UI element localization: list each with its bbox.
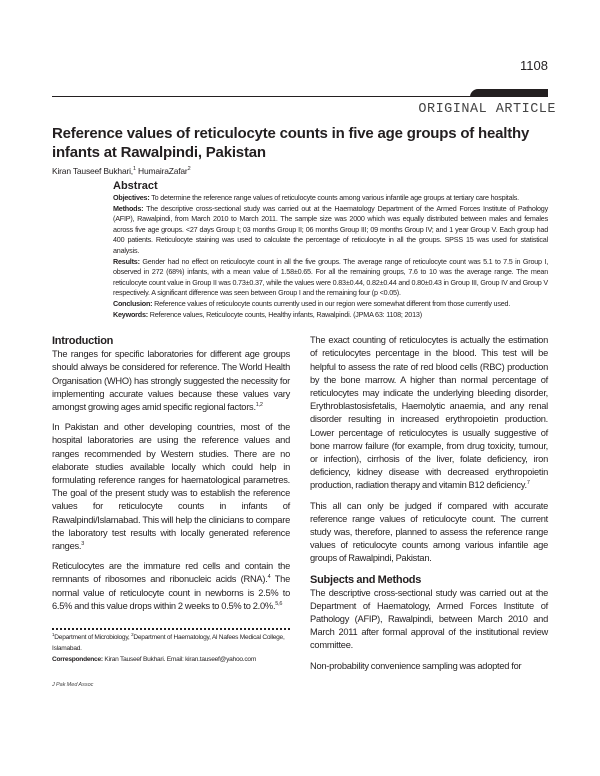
author-name: HumairaZafar: [138, 166, 188, 176]
text: Reference values of reticulocyte counts currently used in our region were somewhat different from those currently used.: [154, 298, 511, 308]
paragraph: [52, 560, 290, 613]
methods-heading: Subjects and Methods: [310, 573, 422, 586]
citation: 4: [267, 574, 271, 581]
paragraph: The descriptive cross-sectional study was carried out at the Department of Haematology, Armed Forces Institute of Pathology (AFIP), Rawalpindi, between March 2010 and March 2011 after formal approval of the institutional review committee.: [310, 587, 548, 651]
abstract-objectives: [113, 193, 548, 204]
label: Results:: [113, 256, 140, 266]
text: The descriptive cross-sectional study was carried out at the Haematology Department of the Armed Forces Institute of Pathology (AFIP), Rawalpindi, from March 2010 to March 2011. The sample size was 2000 which was equally distributed between males and females across five age groups. <27 days Group I; 03 months Group II; 06 months Group III; 09 months Group IV; and 1 year Group V. Each group had 400 patients. Reticulocyte staining was used to calculate the percentage of reticulocyte in all the groups. SPSS 15 was used for statistical analysis.: [113, 203, 548, 255]
citation: 1,2: [255, 401, 263, 408]
abstract-results: [113, 257, 548, 299]
affiliations: [52, 632, 290, 654]
text: The ranges for specific laboratories for different age groups should always be considered for reference. The World Health Organisation (WHO) has strongly suggested the necessity for implementing accurate values because these values vary amongst growing ages amid specific regional factors.: [52, 349, 290, 412]
abstract-conclusion: [113, 299, 548, 310]
header-rule: [52, 96, 548, 97]
text: The exact counting of reticulocytes is actually the estimation of reticulocytes percentage in the blood. This test will be helpful to assess the rate of red blood cells (RBC) production by the bone marrow. A higher than normal percentage of reticulocytes may indicate the underlying bleeding disorder, Erythroblastosisfetalis, Haemolytic anaemia, and any renal disorder resulting in increased erythropoietin production. Lower percentage of reticulocytes is usually suggestive of bone marrow failure (for example, from drug toxicity, tumour, or infection), cirrhosis of the liver, folate deficiency, iron deficiency, kidney disease with decreased erythropoietin production, radiation therapy and vitamin B12 deficiency.: [310, 335, 548, 491]
text: Kiran Tauseef Bukhari. Email: kiran.tauseef@yahoo.com: [102, 655, 257, 663]
abstract-heading: Abstract: [113, 180, 158, 192]
text: Gender had no effect on reticulocyte count in all the five groups. The average range of reticulocyte count was 5.1 to 7.5 in Group I, observed in 272 (68%) infants, with a mean value of 1.58±0.65. For all the remaining groups, 7.6 to 10 was the average range. The mean reticulocyte count value in Group II was 0.73±0.37, while the values were 0.83±0.44, 0.82±0.44 and 0.80±0.43 in Group III, Group IV and Group V respectively. A significant difference was seen between Group I and the remaining four (p <0.05).: [113, 256, 548, 298]
left-column: [52, 334, 290, 692]
label: Keywords:: [113, 309, 148, 319]
author-list: [52, 166, 548, 176]
footnote: [52, 632, 290, 665]
text: In Pakistan and other developing countries, most of the hospital laboratories are using the reference values and ranges recommended by Western studies. There are no elaborate studies available locally which could help in formulating reference ranges for haematological parametres. The goal of the present study was to establish the reference values for reticulocyte counts in infants of Rawalpindi/Islamabad. This will help the clinicians to compare the laboratory test results with locally generated reference ranges.: [52, 422, 290, 551]
journal-footer: J Pak Med Assoc: [52, 681, 94, 688]
correspondence: [52, 654, 290, 665]
two-column-body: [52, 334, 548, 692]
paragraph: [310, 334, 548, 492]
text: Reticulocytes are the immature red cells and contain the remnants of ribosomes and ribonucleic acids (RNA).: [52, 561, 290, 585]
article-body: [52, 124, 548, 692]
affil-number: 2: [131, 631, 134, 637]
footnote-divider: [52, 628, 290, 630]
page-number: 1108: [520, 58, 548, 73]
abstract-methods: [113, 204, 548, 257]
introduction-heading: Introduction: [52, 335, 114, 348]
paragraph: Non-probability convenience sampling was adopted for: [310, 660, 522, 671]
abstract: [113, 180, 548, 320]
label: Objectives:: [113, 193, 150, 202]
text: To determine the reference range values of reticulocyte counts among various infantile age groups at tertiary care hospitals.: [151, 193, 519, 202]
paragraph: [52, 421, 290, 553]
author-affiliation: 2: [187, 166, 191, 173]
text: Reference values, Reticulocyte counts, Healthy infants, Rawalpindi. (JPMA 63: 1108; 2013): [149, 309, 422, 319]
label: Conclusion:: [113, 298, 153, 308]
paragraph: This all can only be judged if compared with accurate reference range values of reticulocyte count. The current study was, therefore, planned to assess the reference range values of reticulocyte counts among various infantile age groups of Rawalpindi, Pakistan.: [310, 500, 548, 564]
affil-text: Department of Microbiology,: [54, 633, 132, 641]
label: Methods:: [113, 203, 144, 213]
citation: 3: [81, 540, 85, 547]
affil-text: Department of Haematology, Al Nafees Medical College, Islamabad.: [52, 633, 285, 652]
affil-number: 1: [52, 631, 55, 637]
section-label: ORIGINAL ARTICLE: [418, 102, 556, 117]
article-title: Reference values of reticulocyte counts in five age groups of healthy infants at Rawalpindi, Pakistan: [52, 125, 530, 161]
citation: 7: [526, 480, 530, 487]
abstract-keywords: [113, 310, 548, 321]
label: Correspondence:: [52, 655, 103, 663]
citation: 5,6: [275, 600, 283, 607]
paragraph: [52, 348, 290, 414]
author-affiliation: 1: [132, 166, 136, 173]
right-column: [310, 334, 548, 692]
text: The normal value of reticulocyte count in newborns is 2.5% to 6.5% and this value drops within 2 weeks to 0.5% to 2.0%.: [52, 574, 290, 611]
author-name: Kiran Tauseef Bukhari,: [52, 166, 133, 176]
